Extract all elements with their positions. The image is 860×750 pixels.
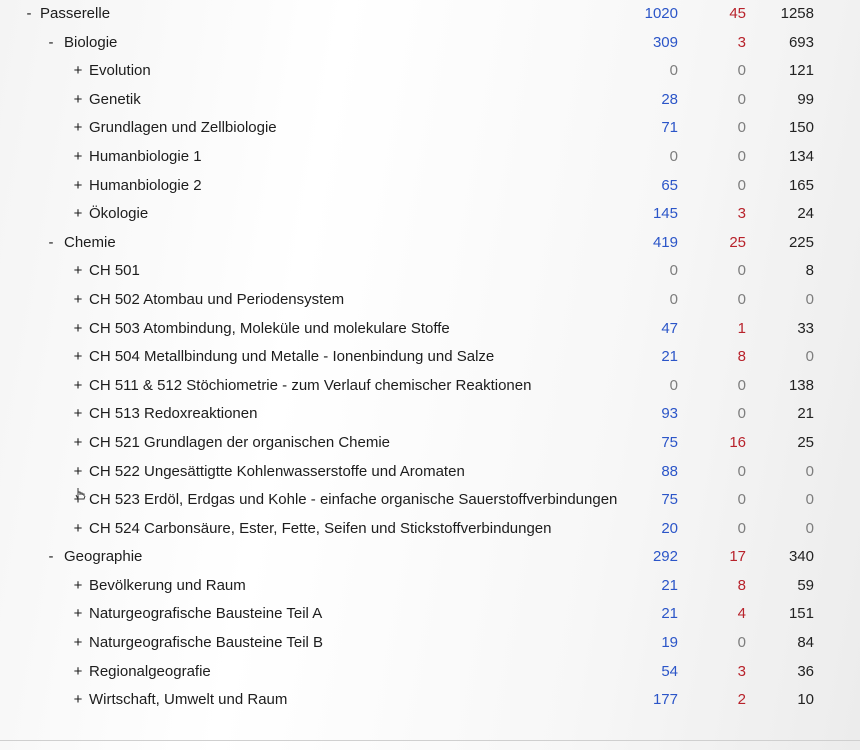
expand-toggle[interactable]: + xyxy=(73,348,83,366)
count-col-2: 4 xyxy=(737,605,746,623)
tree-row[interactable] xyxy=(0,372,860,401)
tree-row[interactable] xyxy=(0,114,860,143)
count-col-2: 17 xyxy=(729,548,746,566)
tree-row[interactable] xyxy=(0,343,860,372)
expand-toggle[interactable]: + xyxy=(73,119,83,137)
count-col-1: 19 xyxy=(661,634,678,652)
count-col-2: 8 xyxy=(737,576,746,594)
tree-row[interactable] xyxy=(0,629,860,658)
row-label[interactable]: Passerelle xyxy=(40,5,111,22)
expand-toggle[interactable]: + xyxy=(73,176,83,194)
count-col-1: 419 xyxy=(652,233,678,251)
count-col-2: 0 xyxy=(737,176,746,194)
expand-toggle[interactable]: + xyxy=(73,634,83,652)
expand-toggle[interactable]: + xyxy=(73,205,83,223)
expand-toggle[interactable]: + xyxy=(73,576,83,594)
count-col-3: 25 xyxy=(797,433,814,451)
count-col-1: 93 xyxy=(661,405,678,423)
tree-row[interactable] xyxy=(0,257,860,286)
expand-toggle[interactable]: + xyxy=(73,62,83,80)
count-col-2: 0 xyxy=(737,290,746,308)
row-label[interactable]: Genetik xyxy=(89,90,141,108)
count-col-2: 1 xyxy=(737,319,746,337)
count-col-3: 150 xyxy=(788,119,814,137)
row-label[interactable]: Humanbiologie 2 xyxy=(89,176,202,194)
row-label[interactable]: CH 521 Grundlagen der organischen Chemie xyxy=(89,433,391,451)
count-col-2: 25 xyxy=(729,233,746,251)
count-col-1: 20 xyxy=(661,519,678,537)
count-col-3: 1258 xyxy=(780,5,814,22)
count-col-2: 3 xyxy=(737,205,746,223)
count-col-2: 8 xyxy=(737,348,746,366)
count-col-3: 0 xyxy=(805,519,814,537)
count-col-1: 21 xyxy=(661,605,678,623)
count-col-3: 340 xyxy=(788,548,814,566)
count-col-1: 28 xyxy=(661,90,678,108)
row-label[interactable]: Naturgeografische Bausteine Teil A xyxy=(89,605,323,623)
expand-toggle[interactable]: + xyxy=(73,405,83,423)
row-label[interactable]: CH 522 Ungesättigtte Kohlenwasserstoffe und Aromaten xyxy=(89,462,465,480)
row-label[interactable]: Bevölkerung und Raum xyxy=(89,576,246,594)
expand-toggle[interactable]: + xyxy=(73,491,83,509)
tree-row[interactable] xyxy=(0,543,860,572)
count-col-3: 225 xyxy=(788,233,814,251)
row-label[interactable]: Humanbiologie 1 xyxy=(89,147,202,165)
row-label[interactable]: Ökologie xyxy=(89,205,149,223)
count-col-2: 0 xyxy=(737,519,746,537)
count-col-3: 693 xyxy=(788,33,814,51)
tree-row[interactable] xyxy=(0,315,860,344)
count-col-2: 0 xyxy=(737,262,746,280)
count-col-2: 0 xyxy=(737,62,746,80)
expand-toggle[interactable]: + xyxy=(73,262,83,280)
expand-toggle[interactable]: + xyxy=(73,319,83,337)
count-col-1: 145 xyxy=(652,205,678,223)
count-col-2: 0 xyxy=(737,376,746,394)
tree-row[interactable] xyxy=(0,572,860,601)
tree-row[interactable] xyxy=(0,658,860,687)
row-label[interactable]: CH 524 Carbonsäure, Ester, Fette, Seifen und Stickstoffverbindungen xyxy=(89,519,552,537)
count-col-3: 36 xyxy=(797,662,814,680)
count-col-3: 99 xyxy=(797,90,814,108)
count-col-2: 0 xyxy=(737,119,746,137)
collapse-toggle[interactable]: - xyxy=(26,5,32,22)
count-col-2: 0 xyxy=(737,405,746,423)
tree-row[interactable] xyxy=(0,229,860,258)
count-col-1: 21 xyxy=(661,576,678,594)
count-col-3: 165 xyxy=(788,176,814,194)
count-col-1: 71 xyxy=(661,119,678,137)
tree-row[interactable] xyxy=(0,172,860,201)
tree-row[interactable] xyxy=(0,29,860,58)
row-label[interactable]: Naturgeografische Bausteine Teil B xyxy=(89,634,324,652)
count-col-1: 47 xyxy=(661,319,678,337)
expand-toggle[interactable]: + xyxy=(73,290,83,308)
count-col-1: 88 xyxy=(661,462,678,480)
count-col-3: 21 xyxy=(797,405,814,423)
row-label[interactable]: Biologie xyxy=(64,33,118,51)
count-col-3: 0 xyxy=(805,462,814,480)
row-label[interactable]: CH 502 Atombau und Periodensystem xyxy=(89,290,345,308)
tree-row[interactable] xyxy=(0,600,860,629)
expand-toggle[interactable]: + xyxy=(73,433,83,451)
count-col-3: 138 xyxy=(788,376,814,394)
tree-row[interactable] xyxy=(0,0,860,29)
count-col-1: 0 xyxy=(669,262,678,280)
row-label[interactable]: CH 504 Metallbindung und Metalle - Ionenbindung und Salze xyxy=(89,348,495,366)
count-col-3: 0 xyxy=(805,348,814,366)
count-col-1: 0 xyxy=(669,376,678,394)
count-col-1: 1020 xyxy=(644,5,678,22)
count-col-3: 84 xyxy=(797,634,814,652)
count-col-2: 2 xyxy=(737,691,746,709)
count-col-3: 24 xyxy=(797,205,814,223)
row-label[interactable]: Chemie xyxy=(64,233,116,251)
tree-row[interactable] xyxy=(0,429,860,458)
row-label[interactable]: CH 513 Redoxreaktionen xyxy=(89,405,258,423)
tree-row[interactable] xyxy=(0,143,860,172)
count-col-2: 0 xyxy=(737,491,746,509)
count-col-1: 54 xyxy=(661,662,678,680)
tree-row[interactable] xyxy=(0,515,860,544)
count-col-2: 0 xyxy=(737,147,746,165)
count-col-3: 0 xyxy=(805,491,814,509)
row-label[interactable]: CH 523 Erdöl, Erdgas und Kohle - einfache organische Sauerstoffverbindungen xyxy=(89,491,618,509)
count-col-2: 16 xyxy=(729,433,746,451)
collapse-toggle[interactable]: - xyxy=(48,33,54,51)
row-label[interactable]: CH 511 & 512 Stöchiometrie - zum Verlauf chemischer Reaktionen xyxy=(89,376,532,394)
count-col-2: 3 xyxy=(737,662,746,680)
count-col-2: 0 xyxy=(737,634,746,652)
count-col-2: 45 xyxy=(729,5,746,22)
tree-row[interactable] xyxy=(0,400,860,429)
collapse-toggle[interactable]: - xyxy=(48,233,54,251)
count-col-1: 75 xyxy=(661,491,678,509)
count-col-3: 10 xyxy=(797,691,814,709)
row-label[interactable]: Grundlagen und Zellbiologie xyxy=(89,119,277,137)
expand-toggle[interactable]: + xyxy=(73,519,83,537)
row-label[interactable]: Regionalgeografie xyxy=(89,662,211,680)
count-col-1: 0 xyxy=(669,290,678,308)
row-label[interactable]: CH 501 xyxy=(89,262,140,280)
expand-toggle[interactable]: + xyxy=(73,90,83,108)
row-label[interactable]: CH 503 Atombindung, Moleküle und molekulare Stoffe xyxy=(89,319,450,337)
expand-toggle[interactable]: + xyxy=(73,462,83,480)
tree-row[interactable] xyxy=(0,86,860,115)
divider xyxy=(0,740,860,741)
tree-row[interactable] xyxy=(0,286,860,315)
collapse-toggle[interactable]: - xyxy=(48,548,54,566)
row-label[interactable]: Evolution xyxy=(89,62,151,80)
tree-row[interactable] xyxy=(0,200,860,229)
count-col-2: 0 xyxy=(737,462,746,480)
count-col-1: 177 xyxy=(652,691,678,709)
tree-row[interactable] xyxy=(0,486,860,515)
count-col-3: 8 xyxy=(805,262,814,280)
count-col-1: 65 xyxy=(661,176,678,194)
tree-row[interactable] xyxy=(0,458,860,487)
count-col-1: 0 xyxy=(669,62,678,80)
count-col-3: 151 xyxy=(788,605,814,623)
tree-row[interactable] xyxy=(0,686,860,715)
count-col-1: 75 xyxy=(661,433,678,451)
expand-toggle[interactable]: + xyxy=(73,605,83,623)
expand-toggle[interactable]: + xyxy=(73,147,83,165)
row-label[interactable]: Wirtschaft, Umwelt und Raum xyxy=(89,691,288,709)
count-col-1: 0 xyxy=(669,147,678,165)
count-col-1: 21 xyxy=(661,348,678,366)
hand-pointer-icon xyxy=(74,487,88,501)
count-col-2: 3 xyxy=(737,33,746,51)
count-col-1: 292 xyxy=(652,548,678,566)
count-col-3: 0 xyxy=(805,290,814,308)
count-col-3: 59 xyxy=(797,576,814,594)
expand-toggle[interactable]: + xyxy=(73,662,83,680)
count-col-1: 309 xyxy=(652,33,678,51)
count-col-2: 0 xyxy=(737,90,746,108)
tree-row[interactable] xyxy=(0,57,860,86)
count-col-3: 33 xyxy=(797,319,814,337)
expand-toggle[interactable]: + xyxy=(73,376,83,394)
row-label[interactable]: Geographie xyxy=(64,548,143,566)
count-col-3: 121 xyxy=(788,62,814,80)
expand-toggle[interactable]: + xyxy=(73,691,83,709)
count-col-3: 134 xyxy=(788,147,814,165)
